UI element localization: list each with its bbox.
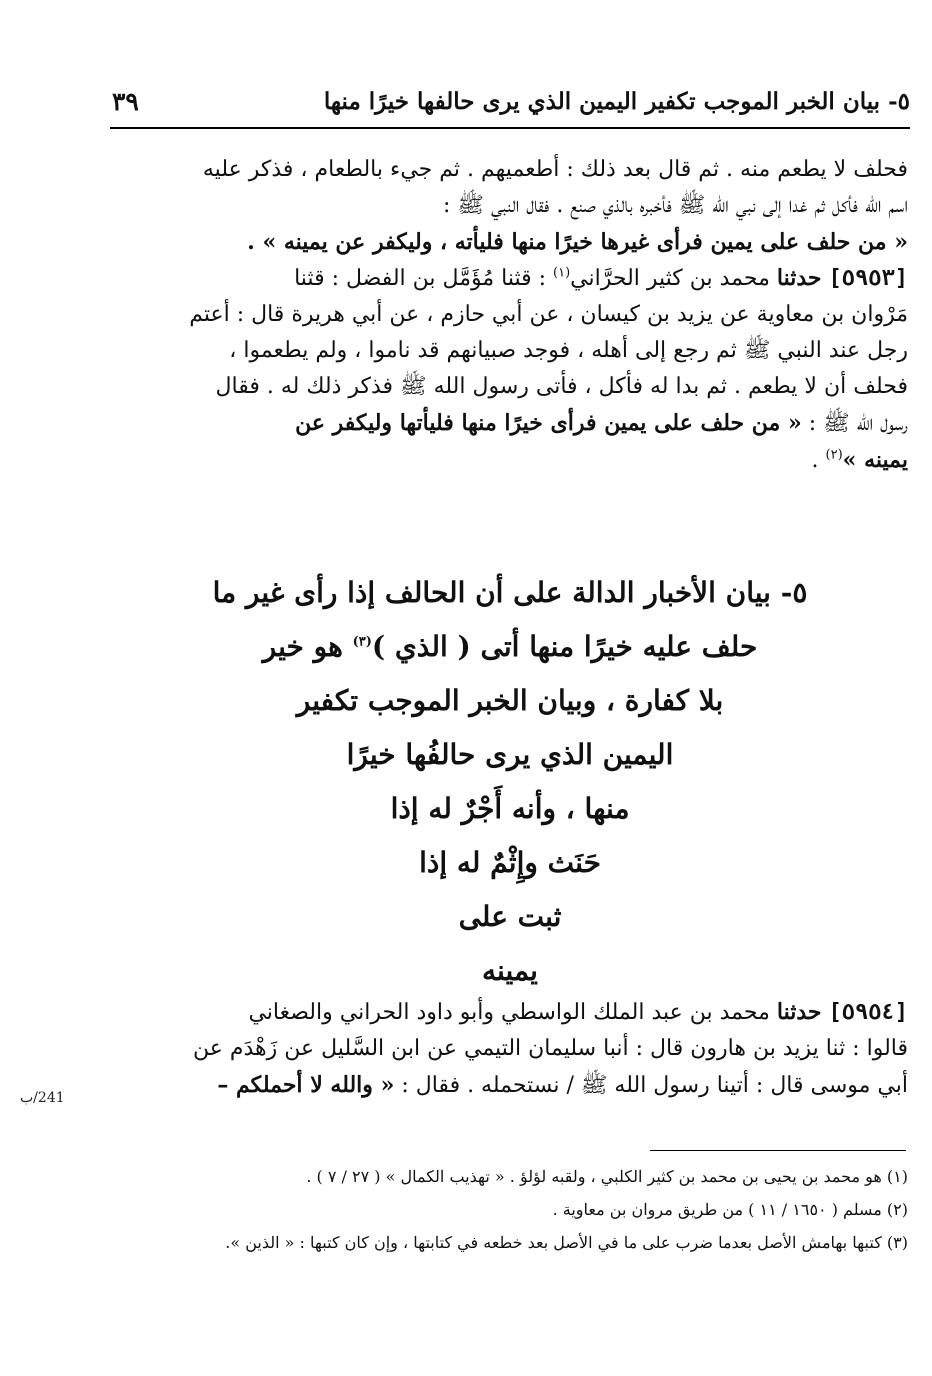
hadith-5954-line-3 bbox=[112, 1067, 908, 1104]
text-block-2 bbox=[112, 994, 908, 1104]
heading-line-5: منها ، وأنه أَجْرٌ له إذا bbox=[390, 792, 630, 825]
hadith-number: [٥٩٥٣] bbox=[828, 266, 908, 291]
footnote-ref[interactable]: (١) bbox=[553, 265, 571, 281]
page-number: ٣٩ bbox=[112, 86, 139, 116]
hadith-matn: « والله لا أحملكم – bbox=[217, 1072, 395, 1098]
footnote-1: (١) هو محمد بن يحيى بن محمد بن كثير الكلبي ، ولقبه لؤلؤ . « تهذيب الكمال » ( ٢٧ / ٧ ) . bbox=[306, 1167, 908, 1186]
heading-line-1: ٥- بيان الأخبار الدالة على أن الحالف إذا رأى غير ما bbox=[212, 576, 808, 609]
hadith-matn-end: يمينه » bbox=[842, 447, 908, 473]
heading-line-7: ثبت على bbox=[458, 900, 562, 933]
hadith-matn: « من حلف على يمين فرأى خيرًا منها فليأتها وليكفر عن bbox=[295, 410, 802, 436]
section-heading bbox=[112, 566, 908, 998]
footnote-ref[interactable]: (٢) bbox=[825, 447, 843, 463]
hadith-5953-line-4: فحلف أن لا يطعم . ثم بدا له فأكل ، فأتى رسول الله ﷺ فذكر ذلك له . فقال bbox=[215, 374, 908, 399]
footnotes bbox=[112, 1160, 908, 1259]
hadith-5953-line-6 bbox=[112, 442, 908, 479]
heading-line-8: يمينه bbox=[482, 954, 538, 987]
running-title: ٥- بيان الخبر الموجب تكفير اليمين الذي يرى حالفها خيرًا منها bbox=[323, 87, 910, 115]
haddathana: حدثنا bbox=[776, 265, 822, 291]
narrator: محمد بن عبد الملك الواسطي وأبو داود الحراني والصغاني bbox=[248, 1000, 770, 1025]
narration: أبي موسى قال : أتينا رسول الله ﷺ / نستحمله . فقال : bbox=[401, 1073, 908, 1098]
speaker: رسول الله ﷺ : bbox=[808, 411, 908, 436]
heading-line-4: اليمين الذي يرى حالفُها خيرًا bbox=[346, 738, 674, 771]
hadith-5954-line-1 bbox=[112, 994, 908, 1031]
footnote-rule bbox=[650, 1150, 906, 1151]
para-1-line-1: فحلف لا يطعم منه . ثم قال بعد ذلك : أطعميهم . ثم جيء بالطعام ، فذكر عليه bbox=[202, 157, 908, 182]
heading-line-6: حَنَث وإِثْمٌ له إذا bbox=[419, 846, 601, 879]
hadith-5953-line-1 bbox=[112, 260, 908, 297]
hadith-5953-line-2: مَرْوان بن معاوية عن يزيد بن كيسان ، عن أبي حازم ، عن أبي هريرة قال : أعتم bbox=[189, 302, 908, 327]
heading-text: هو خير bbox=[262, 630, 343, 663]
heading-text: حلف عليه خيرًا منها أتى ( الذي ) bbox=[371, 630, 758, 663]
header-rule bbox=[110, 127, 910, 129]
manuscript-folio-note: 241/ب bbox=[20, 1090, 65, 1106]
heading-line-2 bbox=[112, 620, 908, 674]
running-header bbox=[110, 78, 910, 124]
text-block-1 bbox=[112, 152, 908, 479]
para-1-line-2: اسم الله فأكل ثم غدا إلى نبي الله ﷺ فأخبره بالذي صنع . فقال النبي ﷺ : bbox=[442, 193, 908, 218]
heading-line-3: بلا كفارة ، وبيان الخبر الموجب تكفير bbox=[296, 684, 724, 717]
chain: : قثنا مُؤَمَّل بن الفضل : قثنا bbox=[294, 266, 547, 291]
period: . bbox=[811, 448, 819, 473]
hadith-5954-line-2: قالوا : ثنا يزيد بن هارون قال : أنبا سليمان التيمي عن ابن السَّليل عن زَهْدَم عن bbox=[193, 1036, 908, 1061]
footnote-2: (٢) مسلم ( ١٦٥٠ / ١١ ) من طريق مروان بن معاوية . bbox=[552, 1200, 908, 1219]
para-1-line-3: « من حلف على يمين فرأى غيرها خيرًا منها فليأته ، وليكفر عن يمينه » . bbox=[247, 229, 908, 255]
hadith-number: [٥٩٥٤] bbox=[828, 1000, 908, 1025]
narrator: محمد بن كثير الحرَّاني bbox=[570, 266, 770, 291]
haddathana: حدثنا bbox=[776, 999, 822, 1025]
footnote-3: (٣) كتبها بهامش الأصل بعدما ضرب على ما في الأصل بعد خطعه في كتابتها ، وإن كان كتبها : « الذين ». bbox=[225, 1233, 908, 1252]
footnote-ref[interactable]: (٣) bbox=[352, 634, 372, 650]
hadith-5953-line-3: رجل عند النبي ﷺ ثم رجع إلى أهله ، فوجد صبيانهم قد ناموا ، ولم يطعموا ، bbox=[229, 338, 908, 363]
hadith-5953-line-5 bbox=[112, 405, 908, 442]
